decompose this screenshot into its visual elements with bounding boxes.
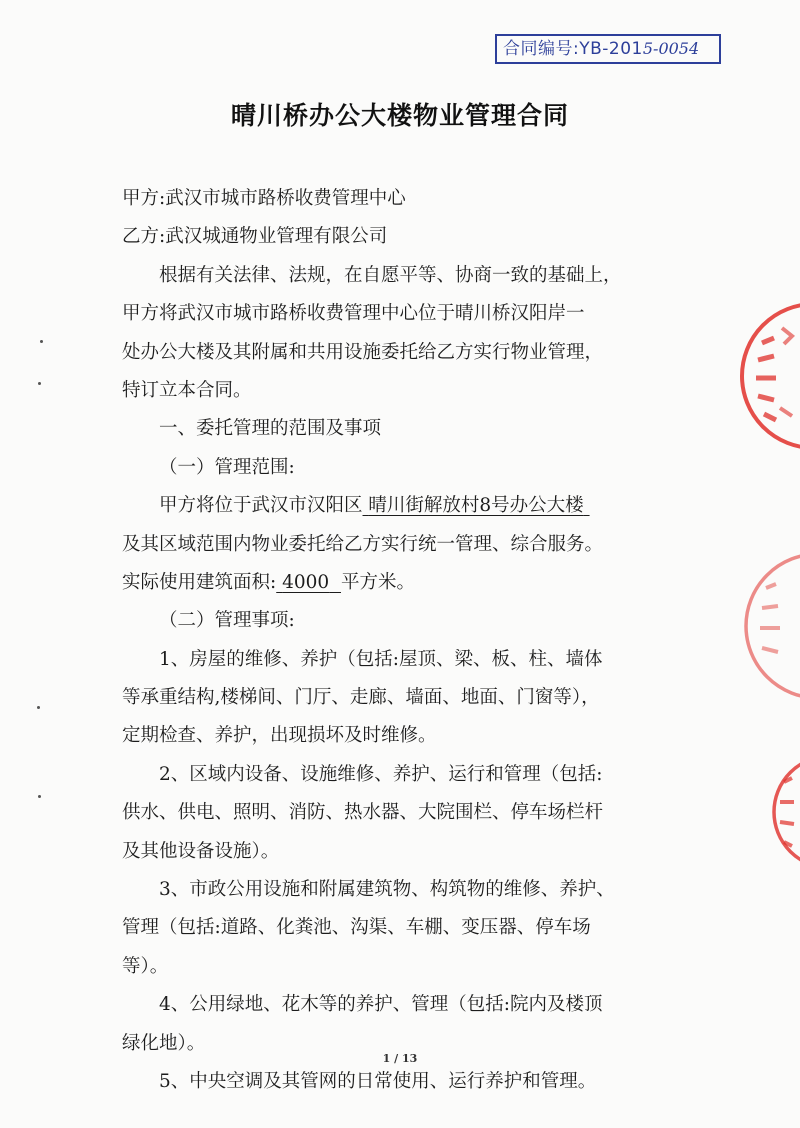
area-unit: 平方米。 [340, 571, 415, 593]
area-prefix: 实际使用建筑面积: [122, 571, 277, 593]
item-line: 供水、供电、照明、消防、热水器、大院围栏、停车场栏杆 [122, 802, 604, 824]
contract-number-stamp [495, 34, 721, 64]
intro-line: 特订立本合同。 [122, 379, 252, 401]
document-body [122, 180, 694, 1101]
item-line: 2、区域内设备、设施维修、养护、运行和管理（包括: [159, 763, 603, 785]
document-title: 晴川桥办公大楼物业管理合同 [230, 101, 569, 130]
intro-line: 甲方将武汉市城市路桥收费管理中心位于晴川桥汉阳岸一 [122, 303, 585, 325]
scope-prefix: 甲方将位于武汉市汉阳区 [159, 495, 363, 517]
area-value: 4000 [282, 571, 330, 593]
scan-speck [40, 340, 43, 343]
intro-line: 根据有关法律、法规，在自愿平等、协商一致的基础上， [159, 264, 622, 286]
intro-line: 处办公大楼及其附属和共用设施委托给乙方实行物业管理， [122, 341, 604, 363]
party-a: 甲方:武汉市城市路桥收费管理中心 [122, 188, 406, 209]
contract-number-handwritten: 5-0054 [642, 39, 700, 58]
page-number: 1 / 13 [382, 1052, 418, 1065]
subsection-heading: （二）管理事项: [159, 610, 295, 632]
scan-speck [38, 382, 41, 385]
item-line: 绿化地）。 [122, 1032, 206, 1054]
area-line [122, 564, 694, 602]
official-seal-lower [772, 752, 800, 872]
scan-speck [38, 795, 41, 798]
scope-line: 及其区域范围内物业委托给乙方实行统一管理、综合服务。 [122, 533, 604, 555]
item-line: 及其他设备设施）。 [122, 840, 280, 862]
item-line: 1、房屋的维修、养护（包括:屋顶、梁、板、柱、墙体 [159, 648, 603, 670]
scope-location: 晴川街解放村8号办公大楼 [368, 495, 584, 517]
item-line: 管理（包括:道路、化粪池、沟渠、车棚、变压器、停车场 [122, 917, 591, 939]
item-line: 等）。 [122, 955, 169, 977]
scan-speck [37, 706, 40, 709]
scope-line [122, 487, 694, 525]
item-line: 3、市政公用设施和附属建筑物、构筑物的维修、养护、 [159, 879, 615, 901]
item-line: 定期检查、养护，出现损坏及时维修。 [122, 725, 437, 747]
section-heading: 一、委托管理的范围及事项 [159, 418, 382, 440]
item-line: 5、中央空调及其管网的日常使用、运行养护和管理。 [159, 1070, 597, 1092]
official-seal-middle [740, 548, 800, 704]
official-seal-upper [722, 298, 800, 454]
subsection-heading: （一）管理范围: [159, 456, 295, 478]
party-b: 乙方:武汉城通物业管理有限公司 [122, 226, 388, 248]
item-line: 4、公用绿地、花木等的养护、管理（包括:院内及楼顶 [159, 994, 603, 1016]
item-line: 等承重结构,楼梯间、门厅、走廊、墙面、地面、门窗等）， [122, 687, 600, 709]
contract-number-printed: 合同编号:YB-201 [503, 39, 643, 59]
